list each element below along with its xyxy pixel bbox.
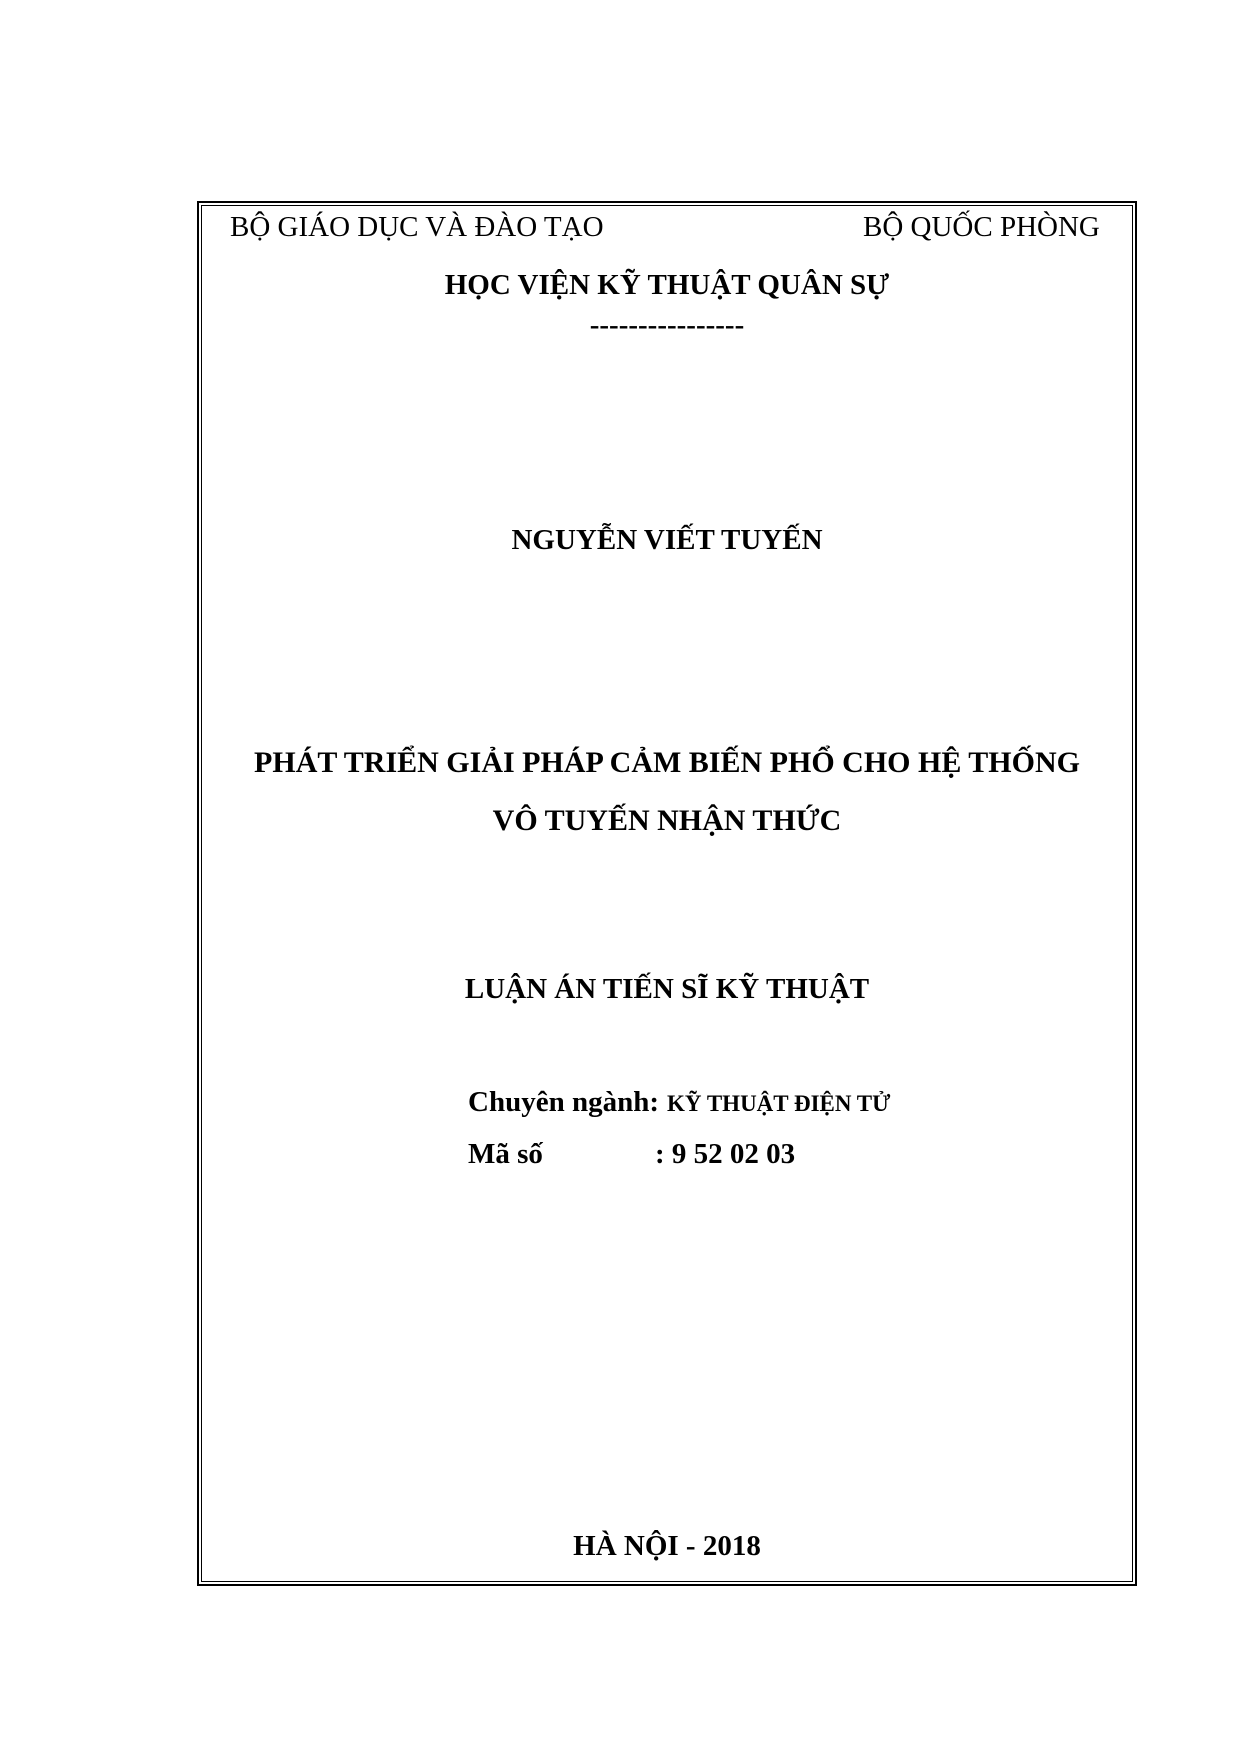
author-name: NGUYỄN VIẾT TUYẾN	[511, 524, 823, 556]
degree-type: LUẬN ÁN TIẾN SĨ KỸ THUẬT	[464, 973, 870, 1005]
code-value: : 9 52 02 03	[655, 1138, 796, 1170]
code-label: Mã số	[468, 1138, 543, 1170]
thesis-title-line1: PHÁT TRIỂN GIẢI PHÁP CẢM BIẾN PHỔ CHO HỆ THỐNG	[254, 746, 1080, 779]
specialization-label: Chuyên ngành:	[468, 1086, 659, 1118]
institution-name: HỌC VIỆN KỸ THUẬT QUÂN SỰ	[444, 269, 890, 301]
thesis-title-line2: VÔ TUYẾN NHẬN THỨC	[492, 804, 842, 837]
ministry-defense: BỘ QUỐC PHÒNG	[863, 211, 1100, 243]
ministry-education: BỘ GIÁO DỤC VÀ ĐÀO TẠO	[230, 211, 604, 243]
place-year: HÀ NỘI - 2018	[573, 1530, 761, 1562]
page-border-inner	[201, 205, 1133, 1582]
specialization-value: KỸ THUẬT ĐIỆN TỬ	[667, 1091, 891, 1116]
header-divider: ----------------	[589, 309, 745, 341]
